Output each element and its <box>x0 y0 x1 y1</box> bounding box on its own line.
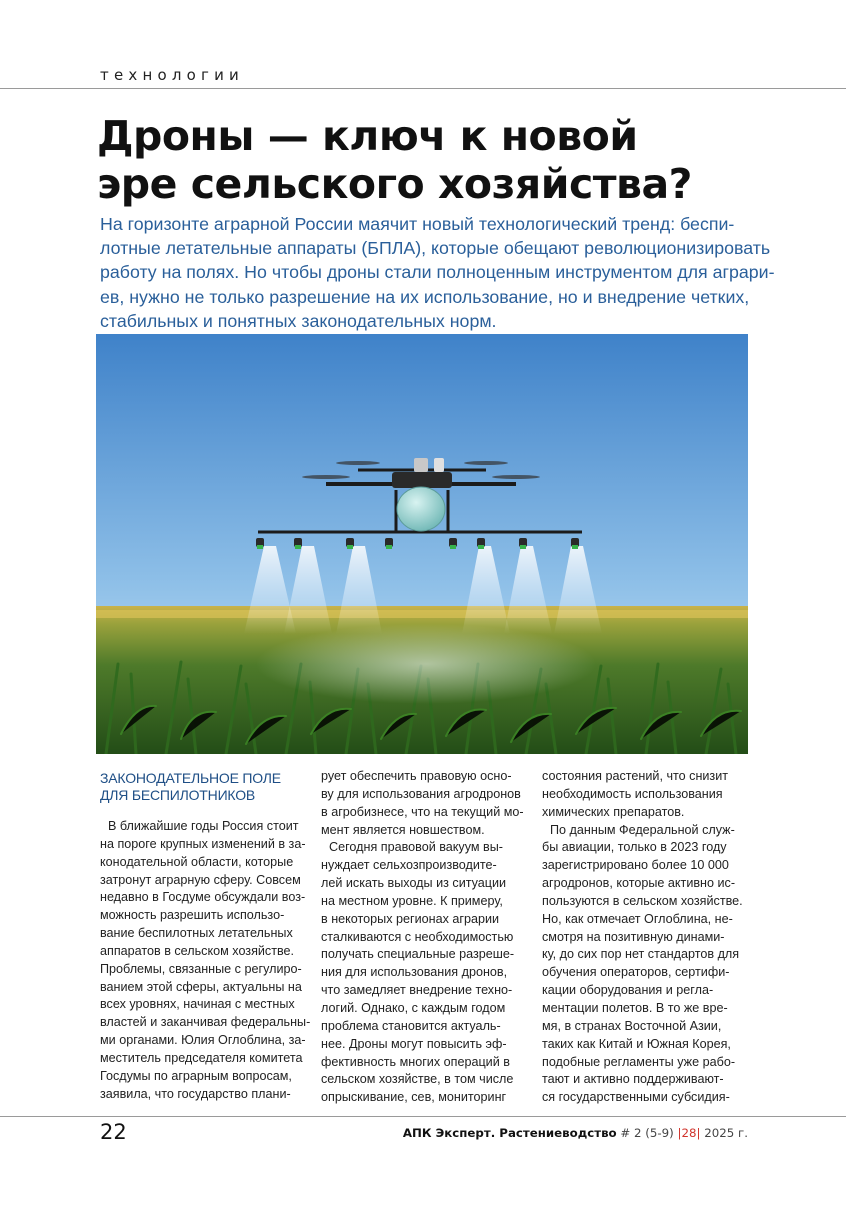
lead-line: лотные летательные аппараты (БПЛА), которые обещают революционизировать <box>100 238 771 259</box>
lead-line: ев, нужно не только разрешение на их использование, но и внедрение четких, <box>100 286 750 307</box>
title-line: Дроны — ключ к новой <box>97 112 638 160</box>
text-line: что замедляет внедрение техно- <box>321 983 513 998</box>
text-line: В ближайшие годы Россия стоит <box>108 819 299 833</box>
text-line: аппаратов в сельском хозяйстве. <box>100 943 295 958</box>
text-line: сталкиваются с необходимостью <box>321 929 514 944</box>
drone-photo <box>96 334 748 754</box>
article-column-2 <box>321 768 527 1107</box>
header-rule <box>0 88 846 89</box>
title-line: эре сельского хозяйства? <box>97 160 692 208</box>
text-line: агродронов, которые активно ис- <box>542 876 736 891</box>
text-line: Сегодня правовой вакуум вы- <box>329 840 503 855</box>
text-line: всех уровнях, начиная с местных <box>100 997 295 1012</box>
article-column-3 <box>542 768 748 1107</box>
text-line: ментации полетов. В то же вре- <box>542 1000 728 1015</box>
text-line: Госдумы по аграрным вопросам, <box>100 1068 292 1083</box>
text-line: тают и активно поддерживают- <box>542 1072 724 1087</box>
text-line: химических препаратов. <box>542 804 685 819</box>
issue-number: # 2 (5-9) <box>616 1126 678 1140</box>
text-line: нее. Дроны могут повысить эф- <box>321 1036 507 1051</box>
footer-publication <box>403 1126 748 1140</box>
text-line: смотря на позитивную динами- <box>542 929 725 944</box>
section-label: технологии <box>100 66 244 84</box>
text-line: зарегистрировано более 10 000 <box>542 858 729 873</box>
text-line: По данным Федеральной служ- <box>550 822 735 837</box>
article-subheading <box>100 770 306 803</box>
text-line: Проблемы, связанные с регулиро- <box>100 961 302 976</box>
text-line: Но, как отмечает Оглоблина, не- <box>542 911 733 926</box>
text-line: ся государственными субсидия- <box>542 1090 730 1105</box>
text-line: можность разрешить использо- <box>100 908 285 923</box>
text-line: рует обеспечить правовую осно- <box>321 769 512 783</box>
article-lead <box>100 212 775 333</box>
text-line: опрыскивание, сев, мониторинг <box>321 1090 507 1105</box>
text-line: получать специальные разреше- <box>321 947 515 962</box>
text-line: лей искать выходы из ситуации <box>321 876 507 891</box>
issue-total: |28| <box>677 1126 701 1140</box>
lead-line: работу на полях. Но чтобы дроны стали полноценным инструментом для аграри- <box>100 262 775 283</box>
page-number: 22 <box>100 1120 127 1144</box>
text-line: ми органами. Юлия Оглоблина, за- <box>100 1033 306 1048</box>
article-column-1 <box>100 768 311 1104</box>
footer-rule <box>0 1116 846 1117</box>
text-line: заявила, что государство плани- <box>100 1086 291 1101</box>
text-line: обучения операторов, сертифи- <box>542 965 730 980</box>
text-line: недавно в Госдуме обсуждали воз- <box>100 890 306 905</box>
text-line: ку, до сих пор нет стандартов для <box>542 947 740 962</box>
magazine-name: АПК Эксперт. Растениеводство <box>402 1126 617 1140</box>
text-line: нуждает сельхозпроизводите- <box>321 858 497 873</box>
text-line: на пороге крупных изменений в за- <box>100 836 306 851</box>
text-line: на местном уровне. К примеру, <box>321 893 503 908</box>
text-line: затронут аграрную сферу. Совсем <box>100 872 301 887</box>
text-line: сельском хозяйстве, в том числе <box>321 1072 514 1087</box>
text-line: ву для использования агродронов <box>321 786 521 801</box>
text-line: конодательной области, которые <box>100 854 294 869</box>
text-line: состояния растений, что снизит <box>542 769 729 783</box>
text-line: кации оборудования и регла- <box>542 983 714 998</box>
text-line: в агробизнесе, что на текущий мо- <box>321 804 524 819</box>
text-line: логий. Однако, с каждым годом <box>321 1000 506 1015</box>
subheading-line: ДЛЯ БЕСПИЛОТНИКОВ <box>100 786 256 803</box>
text-line: необходимость использования <box>542 786 723 801</box>
lead-line: стабильных и понятных законодательных норм. <box>100 310 497 331</box>
article-title <box>97 112 797 208</box>
text-line: таких как Китай и Южная Корея, <box>542 1036 731 1051</box>
subheading-line: ЗАКОНОДАТЕЛЬНОЕ ПОЛЕ <box>100 770 281 786</box>
text-line: вание беспилотных летательных <box>100 926 293 941</box>
text-line: фективность многих операций в <box>321 1054 510 1069</box>
text-line: меститель председателя комитета <box>100 1050 303 1065</box>
text-line: пользуются в сельском хозяйстве. <box>542 893 743 908</box>
text-line: властей и заканчивая федеральны- <box>100 1015 311 1030</box>
text-line: ванием этой сферы, актуальны на <box>100 979 302 994</box>
drone-illustration <box>96 334 748 754</box>
text-line: бы авиации, только в 2023 году <box>542 840 727 855</box>
text-line: в некоторых регионах аграрии <box>321 911 500 926</box>
text-line: мя, в странах Восточной Азии, <box>542 1018 722 1033</box>
lead-line: На горизонте аграрной России маячит новый технологический тренд: беспи- <box>100 214 735 234</box>
text-line: ния для использования дронов, <box>321 965 508 980</box>
issue-year: 2025 г. <box>700 1126 748 1140</box>
text-line: проблема становится актуаль- <box>321 1018 501 1033</box>
text-line: мент является новшеством. <box>321 822 485 837</box>
text-line: подобные регламенты уже рабо- <box>542 1054 736 1069</box>
